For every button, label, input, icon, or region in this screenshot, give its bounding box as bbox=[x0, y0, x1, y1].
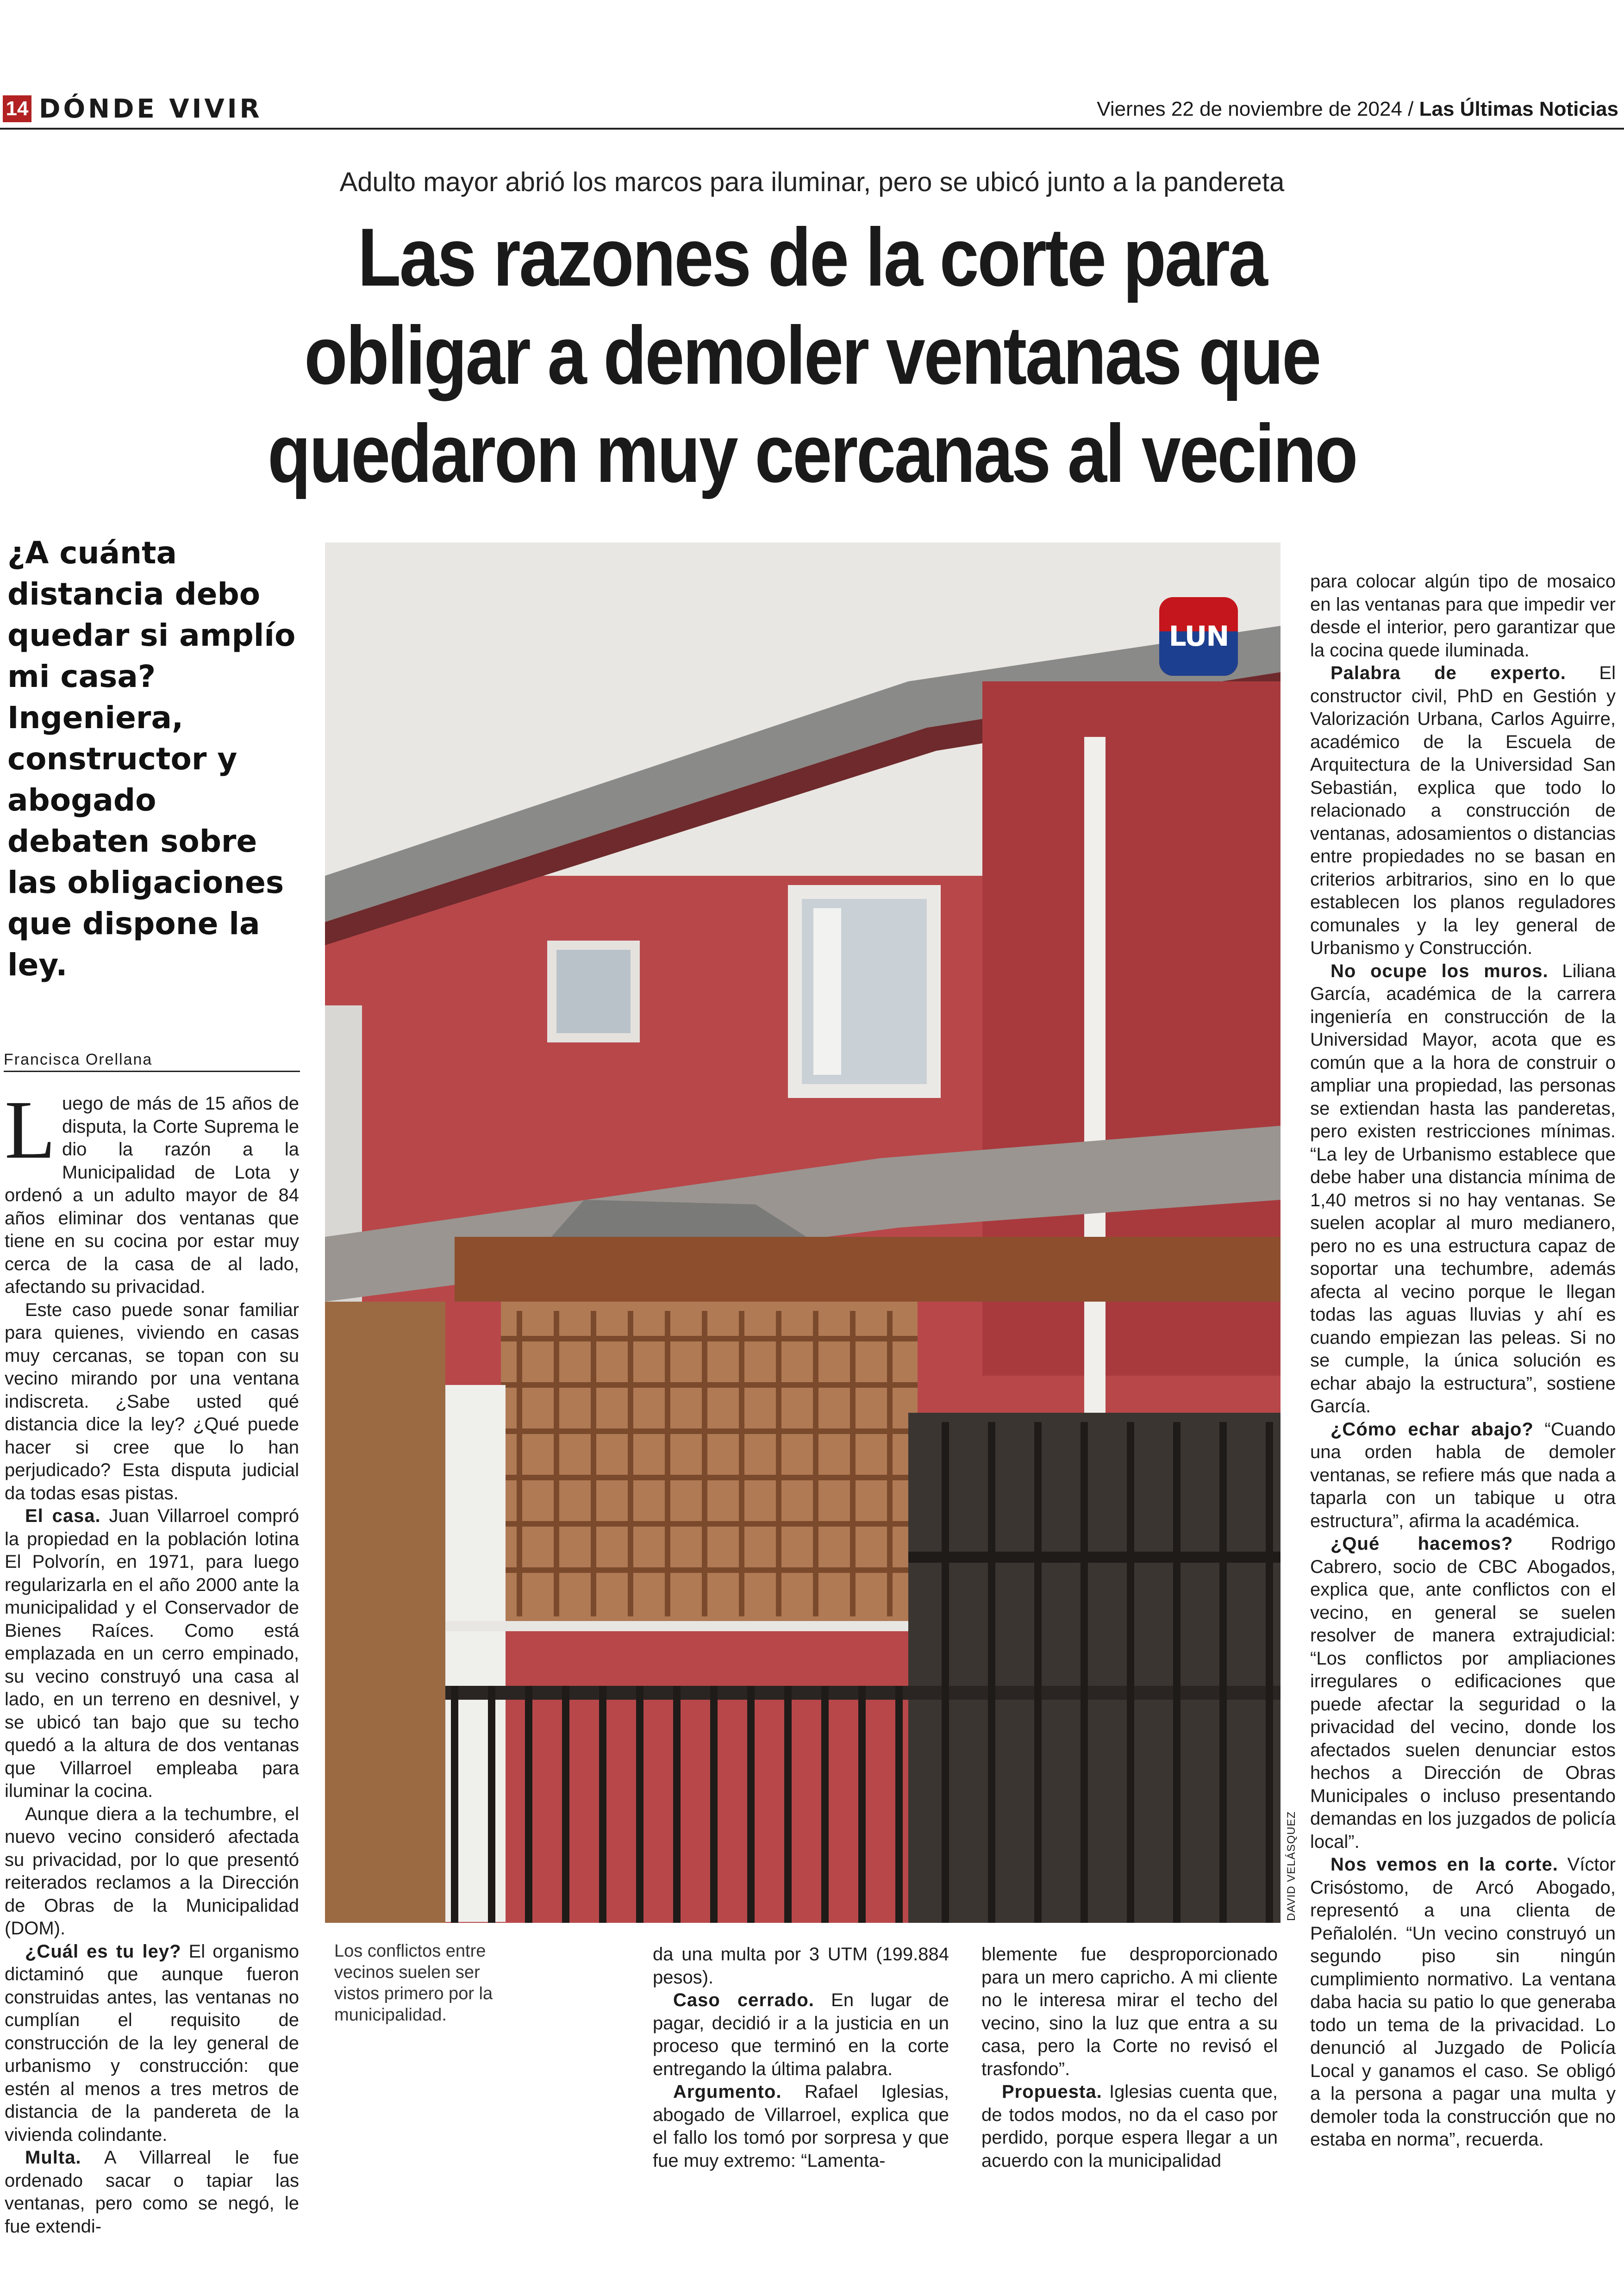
subheading: ¿Cuál es tu ley? bbox=[25, 1941, 181, 1962]
subheading: Propuesta. bbox=[1002, 2082, 1102, 2102]
photo-credit-text: DAVID VELÁSQUEZ bbox=[1285, 1811, 1298, 1921]
paragraph-text: El constructor civil, PhD en Gestión y Valorización Urbana, Carlos Aguirre, académico de la Escuela de Arquitectura de la Universidad San Sebastián, explica que todo lo relacionado a construcción de ventanas, adosamientos o distancias entre propiedades no se basan en criterios arbitrarios, sino en lo que establecen los planos reguladores comunales y la ley general de Urbanismo y Construcción. bbox=[1310, 663, 1616, 958]
column-3 bbox=[981, 1943, 1278, 2172]
paragraph: Aunque diera a la techumbre, el nuevo vecino consideró afectada su privacidad, por lo que presentó reiterados reclamos a la Dirección de Obras de la Municipalidad (DOM). bbox=[5, 1803, 299, 1939]
paragraph bbox=[653, 1989, 949, 2081]
photo-houses-illustration bbox=[325, 543, 1280, 1923]
paragraph bbox=[653, 2081, 949, 2172]
newspaper-name: Las Últimas Noticias bbox=[1419, 98, 1618, 120]
page-number: 14 bbox=[3, 95, 31, 122]
column-1 bbox=[5, 1084, 299, 2238]
dateline bbox=[1097, 96, 1618, 122]
issue-date: Viernes 22 de noviembre de 2024 bbox=[1097, 98, 1402, 120]
paragraph-text: uego de más de 15 años de disputa, la Corte Suprema le dio la razón a la Municipalidad de Lota y ordenó a un adulto mayor de 84 años eliminar dos ventanas que tiene en su cocina por estar muy cerca de la casa de al lado, afectando su privacidad. bbox=[5, 1093, 299, 1297]
article-kicker: Adulto mayor abrió los marcos para iluminar, pero se ubicó junto a la pandereta bbox=[339, 167, 1285, 197]
subheading: Argumento. bbox=[673, 2082, 782, 2102]
page-header bbox=[0, 93, 1624, 126]
paragraph-text: Liliana García, académica de la carrera ingeniería en construcción de la Universidad Mayor, acota que es común que a la hora de construir o ampliar una propiedad, las personas se extiendan hasta las panderetas, pero existen restricciones mínimas. “La ley de Urbanismo establece que debe haber una distancia mínima de 1,40 metros si no hay ventanas. Se suelen acoplar al muro medianero, pero no es una estructura capaz de soportar una techumbre, además afecta al vecino porque le llegan todas las aguas lluvias y ahí es cuando empiezan las peleas. Si no se cumple, la única solución es echar abajo la estructura”, sostiene García. bbox=[1310, 960, 1616, 1416]
drop-cap: L bbox=[5, 1084, 56, 1176]
lun-logo bbox=[1159, 597, 1238, 676]
paragraph bbox=[981, 2081, 1278, 2172]
paragraph bbox=[5, 1940, 299, 2147]
paragraph-text: Rafael Iglesias, abogado de Villarroel, explica que el fallo los tomó por sorpresa y que fue muy extremo: “Lamenta- bbox=[653, 2082, 949, 2171]
article-headline bbox=[174, 208, 1451, 503]
article-lead: ¿A cuánta distancia debo quedar si amplío mi casa? Ingeniera, constructor y abogado debaten sobre las obligaciones que dispone la ley. bbox=[7, 535, 296, 983]
paragraph: para colocar algún tipo de mosaico en las ventanas para que impedir ver desde el interior, pero garantizar que la cocina quede iluminada. bbox=[1310, 571, 1616, 661]
section-title: DÓNDE VIVIR bbox=[39, 94, 262, 124]
photo-credit bbox=[1285, 1801, 1301, 1921]
paragraph-text: Iglesias cuenta que, de todos modos, no da el caso por perdido, porque espera llegar a un acuerdo con la municipalidad bbox=[981, 2082, 1278, 2171]
article-photo bbox=[325, 543, 1280, 1923]
paragraph bbox=[1310, 662, 1616, 960]
subheading: Caso cerrado. bbox=[673, 1990, 814, 2010]
photo-caption: Los conflictos entre vecinos suelen ser vistos primero por la municipalidad. bbox=[334, 1941, 493, 2025]
paragraph: blemente fue desproporcionado para un mero capricho. A mi cliente no le interesa mirar el techo del vecino, sino la luz que entra a su casa, pero la Corte no revisó el trasfondo”. bbox=[981, 1944, 1278, 2079]
headline-line-1: Las razones de la corte para bbox=[357, 211, 1267, 303]
paragraph bbox=[1310, 1533, 1616, 1853]
column-4 bbox=[1310, 570, 1616, 2152]
byline: Francisca Orellana bbox=[4, 1051, 300, 1072]
subheading: Palabra de experto. bbox=[1330, 663, 1566, 683]
paragraph bbox=[1310, 1418, 1616, 1533]
paragraph-text: “Cuando una orden habla de demoler ventanas, se refiere más que nada a taparla con un tabique u otra estructura”, afirma la académica. bbox=[1310, 1419, 1616, 1531]
paragraph-text: Víctor Crisóstomo, de Arcó Abogado, representó a una clienta de Peñalolén. “Un vecino construyó un segundo piso sin ningún cumplimiento normativo. La ventana daba hacia su patio lo que generaba todo un tema de la privacidad. Lo denunció al Juzgado de Policía Local y ganamos el caso. Se obligó a la persona a pagar una multa y demoler toda la construcción que no estaba en norma”, recuerda. bbox=[1310, 1854, 1616, 2150]
subheading: Multa. bbox=[25, 2147, 81, 2168]
paragraph bbox=[5, 1505, 299, 1803]
paragraph: Este caso puede sonar familiar para quienes, viviendo en casas muy cercanas, se topan con su vecino mirando por una ventana indiscreta. ¿Sabe usted qué distancia dice la ley? ¿Qué puede hacer si cree que lo han perjudicado? Esta disputa judicial da todas esas pistas. bbox=[5, 1299, 299, 1503]
subheading: No ocupe los muros. bbox=[1330, 960, 1549, 981]
header-rule bbox=[0, 128, 1624, 130]
headline-line-2: obligar a demoler ventanas que bbox=[304, 309, 1320, 401]
paragraph bbox=[5, 1084, 299, 1299]
paragraph-text: El organismo dictaminó que aunque fueron construidas antes, las ventanas no cumplían el requisito de construcción de la ley general de urbanismo y construcción: que estén al menos a tres metros de distancia de la pandereta de la vivienda colindante. bbox=[5, 1941, 299, 2145]
subheading: ¿Qué hacemos? bbox=[1330, 1534, 1513, 1554]
dateline-separator: / bbox=[1402, 98, 1419, 120]
paragraph bbox=[1310, 960, 1616, 1418]
subheading: ¿Cómo echar abajo? bbox=[1330, 1419, 1534, 1440]
paragraph-text: A Villarreal le fue ordenado sacar o tapiar las ventanas, pero como se negó, le fue extendi- bbox=[5, 2147, 299, 2237]
subheading: Nos vemos en la corte. bbox=[1330, 1854, 1558, 1875]
paragraph bbox=[1310, 1853, 1616, 2152]
paragraph-text: En lugar de pagar, decidió ir a la justicia en un proceso que terminó en la corte entregando la última palabra. bbox=[653, 1990, 949, 2079]
paragraph bbox=[5, 2146, 299, 2238]
paragraph: da una multa por 3 UTM (199.884 pesos). bbox=[653, 1944, 949, 1988]
paragraph-text: Juan Villarroel compró la propiedad en la población lotina El Polvorín, en 1971, para luego regularizarla en el año 2000 ante la municipalidad y el Conservador de Bienes Raíces. Como está emplazada en un cerro empinado, su vecino construyó una casa al lado, en un terreno en desnivel, y se ubicó tan bajo que su techo quedó a la altura de dos ventanas que Villarroel empleaba para iluminar la cocina. bbox=[5, 1506, 299, 1801]
headline-line-3: quedaron muy cercanas al vecino bbox=[267, 407, 1357, 499]
column-2 bbox=[653, 1943, 949, 2172]
paragraph-text: Rodrigo Cabrero, socio de CBC Abogados, explica que, ante conflictos con el vecino, en general se suelen resolver de manera extrajudicial: “Los conflictos por ampliaciones irregulares o edificaciones que puede afectar la seguridad o la privacidad del vecino, donde los afectados suelen denunciar estos hechos a Dirección de Obras Municipales o incluso presentando demandas en los juzgados de policía local”. bbox=[1310, 1534, 1616, 1852]
subheading: El casa. bbox=[25, 1506, 101, 1526]
lun-logo-text: LUN bbox=[1168, 620, 1229, 653]
